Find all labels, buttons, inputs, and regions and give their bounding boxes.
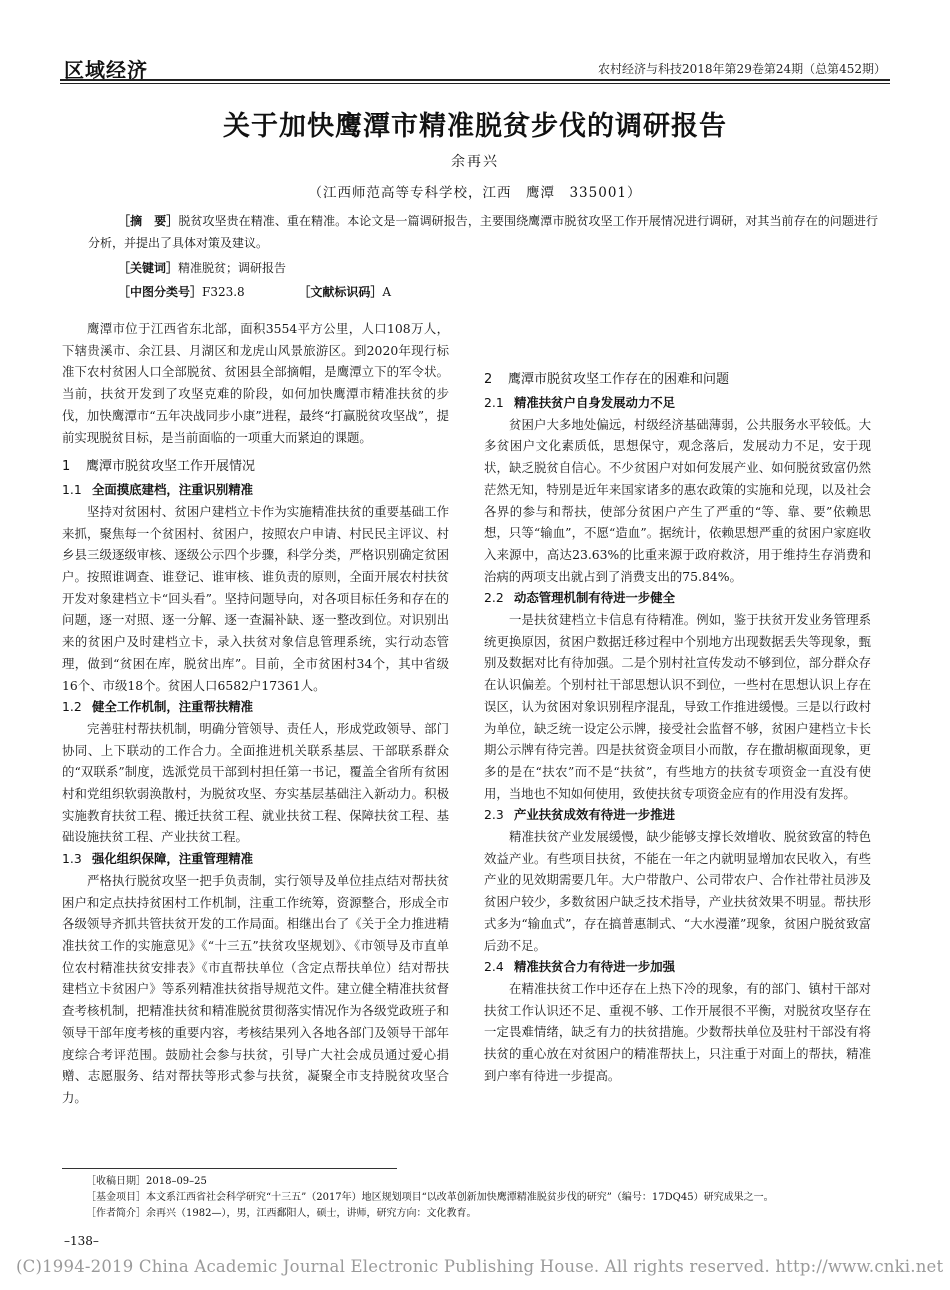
header-rule-thin [60,83,890,84]
abstract-text: 脱贫攻坚贵在精准、重在精准。本论文是一篇调研报告，主要围绕鹰潭市脱贫攻坚工作开展情况进行调研，对其当前存在的问题进行分析，并提出了具体对策及建议。 [88,214,878,250]
doc-code-value: A [382,285,392,299]
fund-project: ［基金项目］本文系江西省社会科学研究“十三五”（2017年）地区规划项目“以改革创新加快鹰潭精准脱贫步伐的研究”（编号：17DQ45）研究成果之一。 [86,1192,774,1203]
section-1-1-title: 全面摸底建档，注重识别精准 [92,482,254,498]
author-affiliation: （江西师范高等专科学校，江西 鹰潭 335001） [308,185,642,201]
section-2-2-paragraph: 一是扶贫建档立卡信息有待精准。例如，鉴于扶贫开发业务管理系统更换原因，贫困户数据迁移过程中个别地方出现数据丢失等现象，甄别及数据对比有待加强。二是个别村社宣传发动不够到位，部分群众存在认识偏差。个别村社干部思想认识不到位，一些村在思想认识上存在误区，认为贫困对象识别程序混乱，导致工作推进缓慢。三是以行政村为单位，缺乏统一设定公示牌，接受社会监督不够，贫困户建档立卡长期公示牌有待完善。四是扶贫资金项目小而散，存在撒胡椒面现象，更多的是在“扶农”而不是“扶贫”，有些地方的扶贫专项资金一直没有使用，当地也不知如何使用，致使扶贫专项资金应有的作用没有发挥。 [484,612,871,801]
section-1-3-number: 1.3 [62,851,82,867]
section-1-3-paragraph: 严格执行脱贫攻坚一把手负责制，实行领导及单位挂点结对帮扶贫困户和定点扶持贫困村工作机制，注重工作统筹，资源整合，形成全市各级领导齐抓共管扶贫开发的工作局面。相继出台了《关于全力推进精准扶贫工作的实施意见》《“十三五”扶贫攻坚规划》、《市领导及市直单位农村精准扶贫安排表》《市直帮扶单位（含定点帮扶单位）结对帮扶建档立卡贫困户》等系列精准扶贫指导规范文件。建立健全精准扶贫督查考核机制，把精准扶贫和精准脱贫贯彻落实情况作为各级党政班子和领导干部年度考核的重要内容，考核结果列入各地各部门及领导干部年度综合考评范围。鼓励社会参与扶贫，引导广大社会成员通过爱心捐赠、志愿服务、结对帮扶等形式参与扶贫，凝聚全市支持脱贫攻坚合力。 [62,872,449,1105]
section-name: 区域经济 [64,58,148,82]
section-2-1-heading [484,392,871,414]
section-2-heading [484,369,871,390]
footnote-rule [62,1168,397,1169]
section-1-heading [62,456,449,477]
section-1-2-heading [62,696,449,718]
header-rule [60,79,890,81]
section-2-4-number: 2.4 [484,959,504,975]
copyright-watermark: (C)1994-2019 China Academic Journal Electronic Publishing House. All rights reserved. http://www.cnki.net [16,1257,944,1276]
section-1-number: 1 [62,459,71,475]
section-1-3-title: 强化组织保障，注重管理精准 [92,851,254,867]
received-date: ［收稿日期］2018–09–25 [86,1176,207,1187]
section-1-2-title: 健全工作机制，注重帮扶精准 [92,699,254,715]
page-number: –138– [64,1234,99,1248]
clc-label: ［中图分类号］ [118,285,203,299]
section-2-number: 2 [484,372,493,387]
doc-code-label: ［文献标识码］ [298,285,383,299]
section-2-3-heading [484,804,871,826]
section-2-4-paragraph: 在精准扶贫工作中还存在上热下冷的现象，有的部门、镇村干部对扶贫工作认识还不足、重视不够、工作开展很不平衡，对脱贫攻坚存在一定畏难情绪，缺乏有力的扶贫措施。少数帮扶单位及驻村干部没有将扶贫的重心放在对贫困户的精准帮扶上，只注重于对面上的帮扶，精准到户率有待进一步提高。 [484,980,871,1083]
right-column [484,318,871,1087]
section-2-title: 鹰潭市脱贫攻坚工作存在的困难和问题 [508,372,730,387]
section-2-1-title: 精准扶贫户自身发展动力不足 [514,395,676,410]
section-1-2-paragraph: 完善驻村帮扶机制，明确分管领导、责任人，形成党政领导、部门协同、上下联动的工作合力。全面推进机关联系基层、干部联系群众的“双联系”制度，选派党员干部到村担任第一书记，覆盖全省所有贫困村和党组织软弱涣散村，为脱贫攻坚、夯实基层基础注入新动力。积极实施教育扶贫工程、搬迁扶贫工程、就业扶贫工程、保障扶贫工程、基础设施扶贫工程、产业扶贫工程。 [62,720,449,845]
section-2-2-heading [484,587,871,609]
left-column [62,318,449,1109]
continued-text-space [484,318,871,361]
section-1-2-number: 1.2 [62,699,82,715]
keywords-text: 精准脱贫；调研报告 [178,261,287,275]
section-1-1-paragraph: 坚持对贫困村、贫困户建档立卡作为实施精准扶贫的重要基础工作来抓，聚焦每一个贫困村、贫困户，按照农户申请、村民民主评议、村乡县三级逐级审核、逐级公示四个步骤，科学分类，严格识别确定贫困户。按照谁调查、谁登记、谁审核、谁负责的原则，全面开展农村扶贫开发对象建档立卡“回头看”。坚持问题导向，对各项目标任务和存在的问题，逐一对照、逐一分解、逐一查漏补缺、逐一整改到位。对识别出来的贫困户及时建档立卡，录入扶贫对象信息管理系统，实行动态管理，做到“贫困在库，脱贫出库”。目前，全市贫困村34个，其中省级16个、市级18个。贫困人口6582户17361人。 [62,503,449,693]
abstract [88,210,878,254]
section-2-3-paragraph: 精准扶贫产业发展缓慢，缺少能够支撑长效增收、脱贫致富的特色效益产业。有些项目扶贫，不能在一年之内就明显增加农民收入，有些产业的见效期需要几年。大户带散户、公司带农户、合作社带社员涉及贫困户较少，多数贫困户缺乏技术指导，产业扶贫效果不明显。帮扶形式多为“输血式”，存在搞普惠制式、“大水漫灌”现象，贫困户脱贫致富后劲不足。 [484,829,871,953]
footnotes [86,1174,886,1222]
section-2-4-heading [484,956,871,978]
author-name: 余再兴 [451,154,499,170]
intro-paragraph: 鹰潭市位于江西省东北部，面积3554平方公里，人口108万人，下辖贵溪市、余江县、月湖区和龙虎山风景旅游区。到2020年现行标准下农村贫困人口全部脱贫、贫困县全部摘帽，是鹰潭立下的军令状。当前，扶贫开发到了攻坚克难的阶段，如何加快鹰潭市精准扶贫的步伐，加快鹰潭市“五年决战同步小康”进程，最终“打赢脱贫攻坚战”，提前实现脱贫目标，是当前面临的一项重大而紧迫的课题。 [62,321,449,445]
author-bio: ［作者简介］余再兴（1982—），男，江西鄱阳人，硕士，讲师，研究方向：文化教育。 [86,1208,477,1219]
journal-citation: 农村经济与科技2018年第29卷第24期（总第452期） [598,62,886,76]
classification-line [118,282,391,302]
section-2-3-title: 产业扶贫成效有待进一步推进 [514,807,676,823]
section-1-1-number: 1.1 [62,482,82,498]
section-2-3-number: 2.3 [484,807,504,823]
section-2-4-title: 精准扶贫合力有待进一步加强 [514,959,676,975]
section-2-2-title: 动态管理机制有待进一步健全 [514,590,676,606]
keywords [118,258,286,278]
section-1-title: 鹰潭市脱贫攻坚工作开展情况 [86,459,256,475]
abstract-label: ［摘 要］ [118,214,179,228]
section-1-1-heading [62,479,449,501]
clc-value: F323.8 [202,285,245,299]
section-1-3-heading [62,848,449,870]
paper-title: 关于加快鹰潭市精准脱贫步伐的调研报告 [223,111,727,142]
section-2-1-paragraph: 贫困户大多地处偏远，村级经济基础薄弱，公共服务水平较低。大多贫困户文化素质低，思想保守，观念落后，发展动力不足，安于现状，缺乏脱贫自信心。不少贫困户对如何发展产业、如何脱贫致富仍然茫然无知，特别是近年来国家诸多的惠农政策的实施和兑现，以及社会各界的参与和帮扶，使部分贫困户产生了严重的“等、靠、要”依赖思想，只等“输血”，不愿“造血”。据统计，依赖思想严重的贫困户家庭收入来源中，高达23.63%的比重来源于政府救济，用于维持生存消费和治病的两项支出就占到了消费支出的75.84%。 [484,416,871,584]
keywords-label: ［关键词］ [118,261,179,275]
section-2-2-number: 2.2 [484,590,504,606]
section-2-1-number: 2.1 [484,395,504,410]
